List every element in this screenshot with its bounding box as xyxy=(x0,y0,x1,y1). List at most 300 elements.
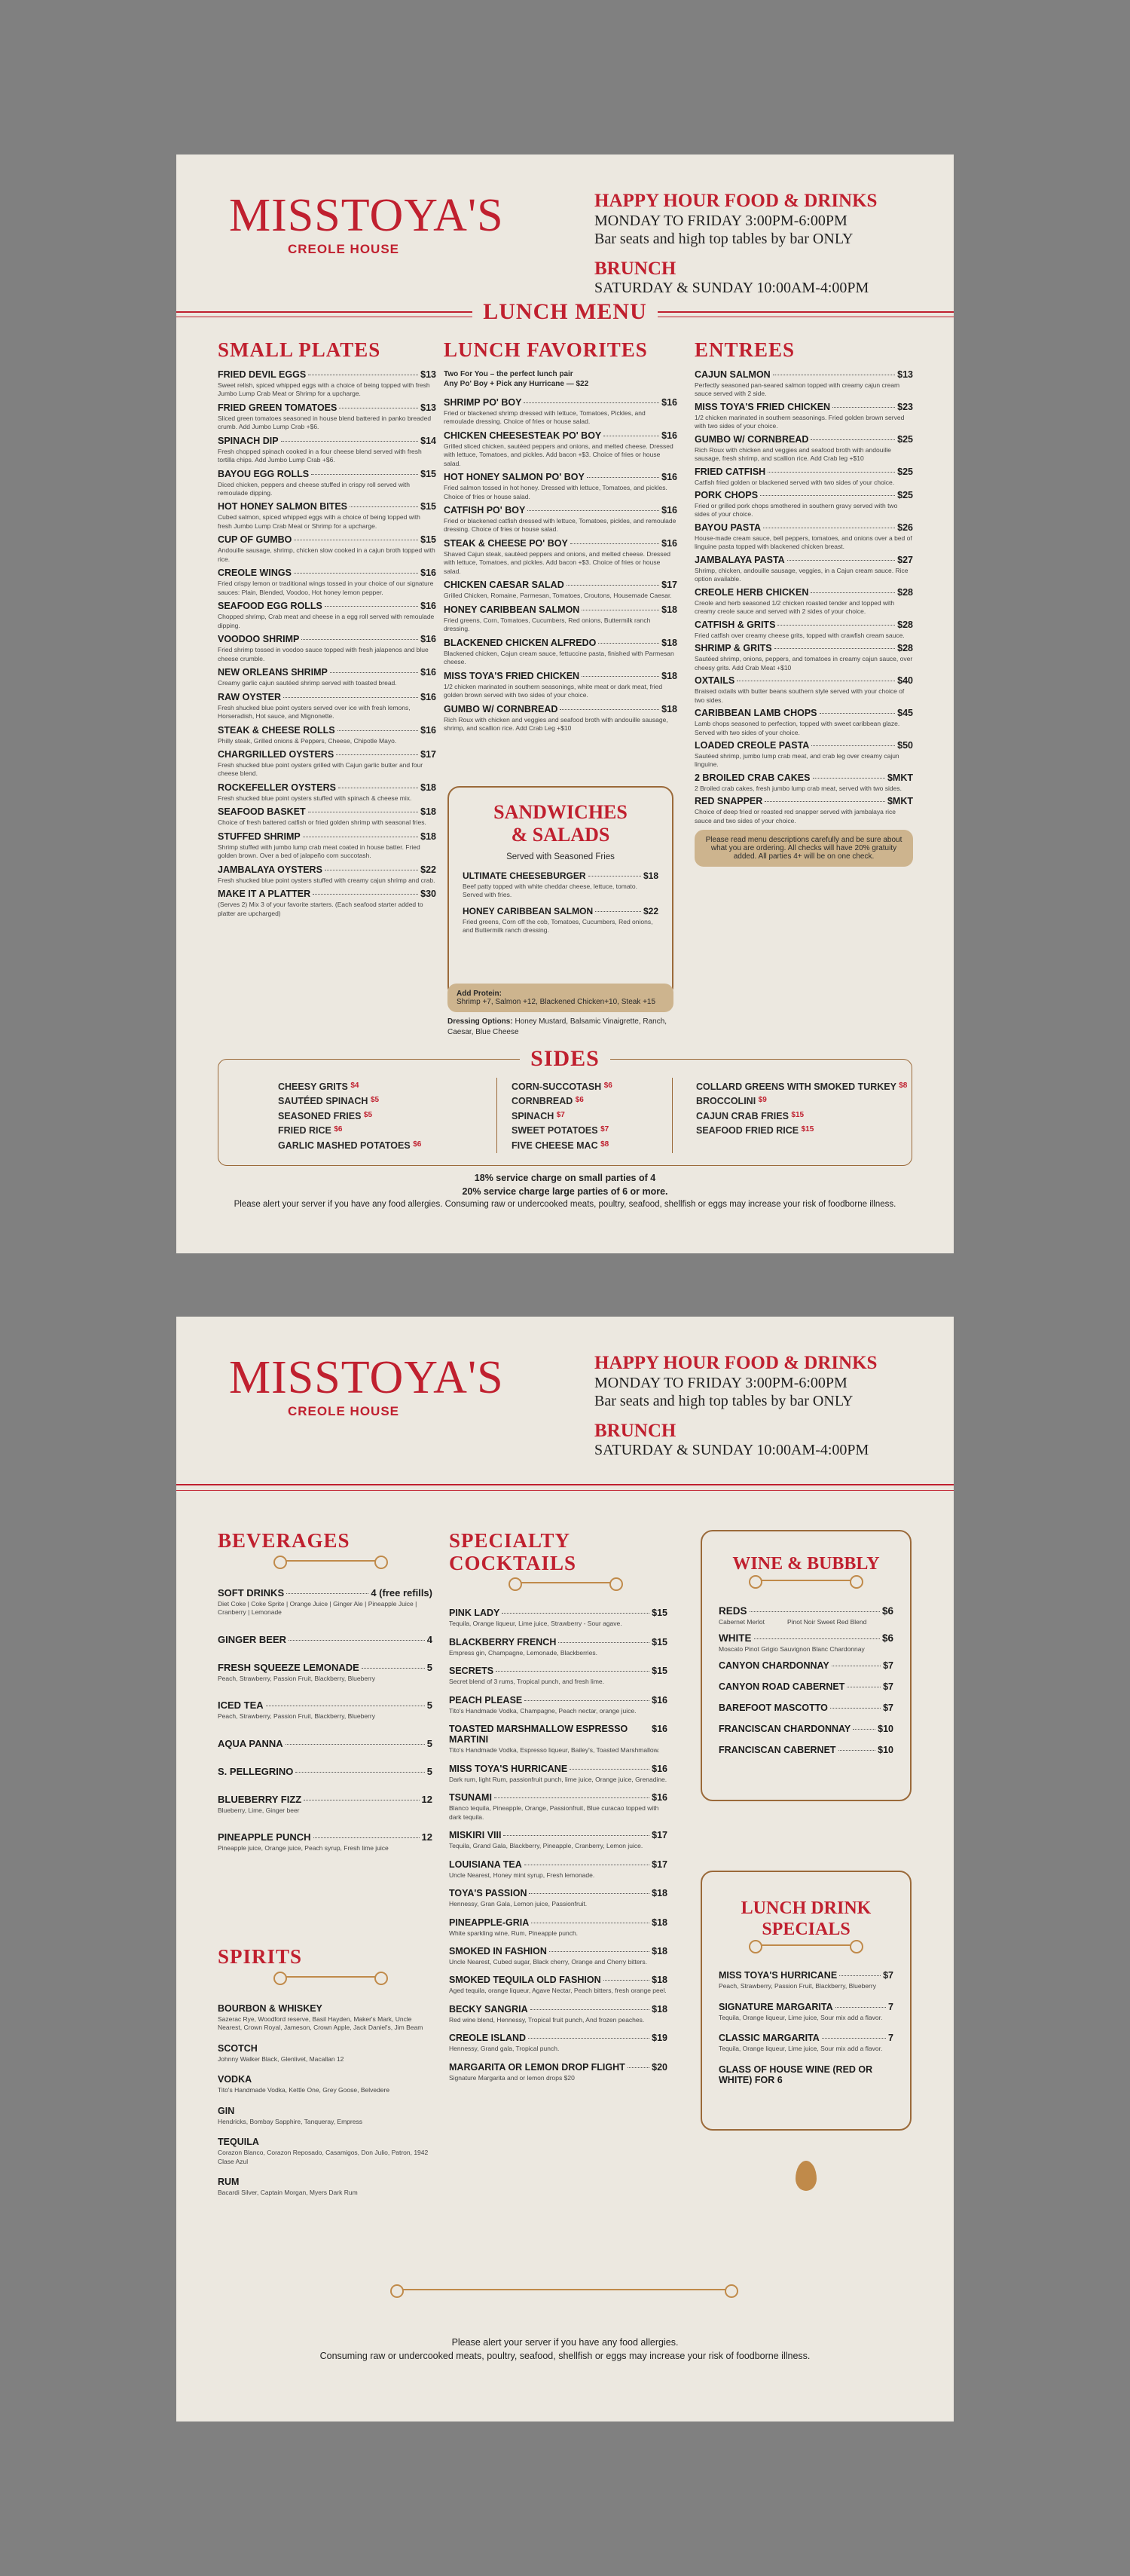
menu-item-price: $18 xyxy=(420,806,436,818)
protein-title: Add Protein: xyxy=(457,990,502,998)
side-item xyxy=(512,1094,612,1109)
leader-dots xyxy=(494,1797,649,1798)
menu-item-name: FRESH SQUEEZE LEMONADE xyxy=(218,1661,359,1673)
side-item-price: $8 xyxy=(899,1081,908,1090)
leader-dots xyxy=(294,573,418,574)
menu-item-price: $15 xyxy=(652,1666,667,1677)
wine-sub: Cabernet Merlot xyxy=(719,1617,765,1626)
menu-item-description: Fresh chopped spinach cooked in a four cheese blend served with fresh tortilla chips. Add Jumbo Lump Crab +$6. xyxy=(218,447,422,464)
ornament-divider xyxy=(761,1944,851,1955)
menu-item-name: MAKE IT A PLATTER xyxy=(218,889,311,900)
leader-dots xyxy=(524,1700,649,1701)
menu-item-name: FRIED GREEN TOMATOES xyxy=(218,402,337,413)
lunch-menu-title: LUNCH MENU xyxy=(176,299,954,325)
menu-item-description: 2 Broiled crab cakes, fresh jumbo lump crab meat, served with two sides. xyxy=(695,784,902,792)
menu-item-description: Uncle Nearest, Honey mint syrup, Fresh lemonade. xyxy=(449,1871,595,1879)
menu-item xyxy=(218,749,436,779)
happy-hour-days: MONDAY TO FRIDAY 3:00PM-6:00PM xyxy=(594,212,848,229)
side-item-name: FRIED RICE xyxy=(278,1125,334,1137)
menu-item-name: PORK CHOPS xyxy=(695,489,759,500)
menu-item xyxy=(449,1792,667,1822)
promo-line: Any Po' Boy + Pick any Hurricane — $22 xyxy=(444,380,589,389)
menu-item xyxy=(719,1745,893,1755)
leader-dots xyxy=(822,2038,886,2039)
sandwiches-salads-box xyxy=(447,786,673,999)
leader-dots xyxy=(811,439,895,440)
menu-item-name: S. PELLEGRINO xyxy=(218,1765,294,1777)
menu-item-name: SEAFOOD BASKET xyxy=(218,806,306,818)
menu-item xyxy=(463,870,658,900)
menu-item-price: $MKT xyxy=(887,772,913,783)
menu-item-price: $17 xyxy=(420,749,436,760)
menu-item-price: $16 xyxy=(420,634,436,645)
menu-item-name: LOUISIANA TEA xyxy=(449,1859,522,1870)
side-item-price: $4 xyxy=(350,1081,359,1090)
ornament-divider xyxy=(521,1582,611,1592)
leader-dots xyxy=(588,876,641,877)
leader-dots xyxy=(529,1893,649,1894)
menu-item xyxy=(695,587,913,616)
menu-item xyxy=(449,1859,667,1880)
menu-item-price: $16 xyxy=(420,724,436,736)
menu-item-price: 12 xyxy=(421,1831,432,1843)
menu-item-price: $7 xyxy=(883,1970,893,1981)
menu-item xyxy=(444,397,677,427)
leader-dots xyxy=(325,606,418,607)
lunch-favorites-section xyxy=(444,339,677,737)
menu-item xyxy=(444,430,677,468)
menu-item-description: Johnny Walker Black, Glenlivet, Macallan 12 xyxy=(218,2054,344,2063)
menu-item-description: Empress gin, Champagne, Lemonade, Blackberries. xyxy=(449,1648,598,1657)
menu-item-description: Red wine blend, Hennessy, Tropical fruit punch, And frozen peaches. xyxy=(449,2015,645,2024)
brunch-title: BRUNCH xyxy=(594,1420,676,1441)
leader-dots xyxy=(350,506,418,507)
menu-item-description: Diet Coke | Coke Sprite | Orange Juice | Ginger Ale | Pineapple Juice | Cranberry | Lemonade xyxy=(218,1599,417,1617)
lunch-favorites-title: LUNCH FAVORITES xyxy=(444,338,648,361)
menu-item-description: Tequila, Orange liqueur, Lime juice, Sour mix add a flavor. xyxy=(719,2013,883,2021)
menu-item-price: $13 xyxy=(897,369,913,380)
lunch-promo xyxy=(444,369,677,390)
menu-item xyxy=(444,604,677,634)
menu-item-name: SCOTCH xyxy=(218,2042,258,2054)
leader-dots xyxy=(811,592,895,593)
menu-item-name: ROCKEFELLER OYSTERS xyxy=(218,782,336,793)
menu-item-description: Tequila, Grand Gala, Blackberry, Pineapple, Cranberry, Lemon juice. xyxy=(449,1842,643,1850)
menu-item xyxy=(449,2004,667,2024)
leader-dots xyxy=(558,1642,649,1643)
gratuity-notice: Please read menu descriptions carefully and be sure about what you are ordering. All checks will have 20% gratuity added. All parties 4+ will be on one check. xyxy=(695,830,913,867)
menu-item xyxy=(449,1946,667,1966)
menu-item xyxy=(444,538,677,576)
leader-dots xyxy=(570,1769,649,1770)
menu-item-description: Fried greens, Corn, Tomatoes, Cucumbers, Red onions, Buttermilk ranch dressing. xyxy=(444,616,651,633)
menu-item-price: 4 xyxy=(426,1633,432,1645)
menu-item-name: TEQUILA xyxy=(218,2137,259,2148)
menu-item xyxy=(449,1666,667,1686)
menu-item-description: Fried crispy lemon or traditional wings tossed in your choice of our signature sauces: Plain, Blended, Voodoo, Hot honey lemon pepper. xyxy=(218,580,434,596)
menu-item xyxy=(695,522,913,552)
menu-item xyxy=(719,1703,893,1713)
menu-item-description: Fried salmon tossed in hot honey. Dressed with lettuce, Tomatoes, and pickles. Choice of fries or house salad. xyxy=(444,484,667,500)
leader-dots xyxy=(835,2007,886,2008)
leader-dots xyxy=(838,1750,876,1751)
menu-item-name: HOT HONEY SALMON BITES xyxy=(218,501,348,512)
happy-hour-title: HAPPY HOUR FOOD & DRINKS xyxy=(594,1353,878,1373)
menu-item xyxy=(695,434,913,463)
menu-item-name: PINEAPPLE PUNCH xyxy=(218,1831,311,1843)
menu-item-name: CUP OF GUMBO xyxy=(218,534,292,546)
small-plates-title: SMALL PLATES xyxy=(218,338,381,361)
menu-item xyxy=(719,1660,893,1671)
menu-item-description: Peach, Strawberry, Passion Fruit, Blackberry, Blueberry xyxy=(218,1674,375,1682)
menu-item-name: BLACKENED CHICKEN ALFREDO xyxy=(444,637,597,648)
menu-item xyxy=(218,1662,432,1683)
logo xyxy=(229,190,504,257)
menu-item-name: VOODOO SHRIMP xyxy=(218,634,300,645)
menu-item xyxy=(719,2002,893,2022)
menu-item xyxy=(449,1724,667,1755)
side-item-price: $6 xyxy=(334,1125,343,1134)
menu-item xyxy=(449,2033,667,2053)
happy-hour-note: Bar seats and high top tables by bar ONLY xyxy=(594,230,854,247)
leader-dots xyxy=(281,441,419,442)
menu-item xyxy=(444,638,677,667)
menu-item-description: Creole and herb seasoned 1/2 chicken roasted tender and topped with creamy creole sauce and served with 2 sides of your choice. xyxy=(695,598,895,616)
menu-item-name: SEAFOOD EGG ROLLS xyxy=(218,601,322,612)
menu-item-price: $19 xyxy=(652,2033,667,2044)
menu-item-price: $16 xyxy=(661,396,677,408)
side-item-name: SEASONED FRIES xyxy=(278,1110,364,1121)
menu-item-name: SECRETS xyxy=(449,1666,494,1677)
add-protein xyxy=(447,984,673,1012)
sides-column xyxy=(696,1080,907,1139)
promo-line: Two For You – the perfect lunch pair xyxy=(444,369,573,378)
menu-item-price: $15 xyxy=(420,534,436,546)
menu-item-name: STUFFED SHRIMP xyxy=(218,831,301,842)
menu-item xyxy=(444,580,677,600)
ornament-divider xyxy=(761,1580,851,1590)
happy-hour-title: HAPPY HOUR FOOD & DRINKS xyxy=(594,191,878,211)
menu-item-price: $25 xyxy=(897,433,913,445)
menu-item-name: SMOKED TEQUILA OLD FASHION xyxy=(449,1975,601,1986)
leader-dots xyxy=(830,1708,881,1709)
menu-item-price: 5 xyxy=(426,1737,432,1749)
menu-item-price: $27 xyxy=(897,554,913,565)
menu-item xyxy=(218,692,436,721)
menu-item xyxy=(719,2064,893,2085)
menu-item xyxy=(218,889,436,918)
menu-item-price: $10 xyxy=(878,1723,893,1734)
menu-item xyxy=(444,505,677,534)
menu-item-name: AQUA PANNA xyxy=(218,1737,283,1749)
menu-item-price: $16 xyxy=(420,691,436,702)
menu-item-price: $18 xyxy=(643,870,658,881)
menu-item-description: (Serves 2) Mix 3 of your favorite starters. (Each seafood starter added to platter are upcharged) xyxy=(218,901,423,917)
side-item-name: SWEET POTATOES xyxy=(512,1125,601,1137)
menu-item xyxy=(218,2177,432,2197)
menu-item-price: $30 xyxy=(420,889,436,900)
menu-item-price: $18 xyxy=(652,1975,667,1986)
menu-item xyxy=(218,806,436,827)
sides-divider xyxy=(496,1078,497,1153)
menu-item-description: Blackened chicken, Cajun cream sauce, fettuccine pasta, finished with Parmesan cheese. xyxy=(444,649,674,666)
menu-item-name: ICED TEA xyxy=(218,1699,264,1712)
side-item-price: $15 xyxy=(801,1125,814,1134)
side-item xyxy=(696,1124,907,1138)
menu-item-name: MISKIRI VIII xyxy=(449,1830,502,1841)
leader-dots xyxy=(603,1980,650,1981)
side-item-name: SPINACH xyxy=(512,1110,557,1121)
side-item-name: FIVE CHEESE MAC xyxy=(512,1140,601,1151)
side-item xyxy=(512,1109,612,1124)
menu-item-description: Grilled sliced chicken, sautéed peppers and onions, and melted cheese. Dressed with lettuce, Tomatoes, and pickles. Add bacon +$3. Choice of fries or house salad. xyxy=(444,442,673,467)
side-item xyxy=(696,1094,907,1109)
menu-item-description: Lamb chops seasoned to perfection, topped with sweet caribbean glaze. Served with two sides of your choice. xyxy=(695,720,900,736)
menu-item-price: $16 xyxy=(652,1724,667,1735)
menu-item-name: CAJUN SALMON xyxy=(695,369,771,380)
menu-item-description: Braised oxtails with butter beans southern style served with your choice of two sides. xyxy=(695,687,905,704)
logo-subtitle: CREOLE HOUSE xyxy=(288,242,400,256)
menu-page-lunch xyxy=(176,154,954,1253)
menu-item-description: Peach, Strawberry, Passion Fruit, Blackberry, Blueberry xyxy=(719,1982,876,1990)
protein-text: Shrimp +7, Salmon +12, Blackened Chicken+10, Steak +15 xyxy=(457,998,656,1006)
menu-item-price: $14 xyxy=(420,435,436,446)
brunch-title: BRUNCH xyxy=(594,258,676,279)
menu-item-description: Sazerac Rye, Woodford reserve, Basil Hayden, Maker's Mark, Uncle Nearest, Crown Royal, Jameson, Crown Apple, Jack Daniel's, Jim Beam xyxy=(218,2015,423,2032)
side-item xyxy=(278,1080,421,1094)
menu-item-price: $18 xyxy=(420,831,436,842)
menu-item xyxy=(218,782,436,803)
menu-item-price: 4 (free refills) xyxy=(371,1586,432,1599)
cocktails-section xyxy=(449,1530,667,2091)
menu-item-description: Aged tequila, orange liqueur, Agave Nectar, Peach bitters, fresh orange peel. xyxy=(449,1987,667,1995)
menu-item-price: $15 xyxy=(420,501,436,512)
menu-item-description: Blueberry, Lime, Ginger beer xyxy=(218,1806,300,1814)
leader-dots xyxy=(283,697,418,698)
menu-item-price: $45 xyxy=(897,708,913,719)
menu-item-price: $28 xyxy=(897,619,913,630)
dressing-options: Dressing Options: Honey Mustard, Balsamic Vinaigrette, Ranch, Caesar, Blue Cheese xyxy=(447,1017,667,1036)
menu-item-description: Blanco tequila, Pineapple, Orange, Passionfruit, Blue curacao topped with dark tequila. xyxy=(449,1804,659,1821)
menu-item xyxy=(449,1975,667,1995)
menu-item-name: CREOLE ISLAND xyxy=(449,2033,527,2044)
menu-item-name: HOT HONEY SALMON PO' BOY xyxy=(444,472,585,483)
menu-item-description: Shrimp, chicken, andouille sausage, veggies, in a Cajun cream sauce. Rice option available. xyxy=(695,566,909,583)
menu-item-description: Rich Roux with chicken and veggies and seafood broth with andouille sausage, shrimp, and scallion rice. Add Crab Leg +$10 xyxy=(444,715,668,733)
footer-line: 20% service charge large parties of 6 or more. xyxy=(462,1186,668,1197)
wine-sub: Moscato Pinot Grigio Sauvignon Blanc Chardonnay xyxy=(719,1645,865,1654)
menu-item-description: Cubed salmon, spiced whipped eggs with a choice of being topped with fresh Jumbo Lump Crab Meat or Shrimp for a upcharge. xyxy=(218,513,420,530)
page-footer xyxy=(176,2336,954,2363)
side-item xyxy=(696,1080,907,1094)
menu-item-description: Fresh shucked blue point oysters grilled with Cajun garlic butter and four cheese blend. xyxy=(218,761,423,778)
menu-item-name: SOFT DRINKS xyxy=(218,1586,285,1599)
menu-item-price: $22 xyxy=(420,864,436,875)
menu-item-price: $16 xyxy=(652,1694,667,1706)
leader-dots xyxy=(503,1835,649,1836)
menu-item-price: $16 xyxy=(420,667,436,678)
happy-hour-days: MONDAY TO FRIDAY 3:00PM-6:00PM xyxy=(594,1374,848,1391)
menu-item-name: BECKY SANGRIA xyxy=(449,2003,528,2015)
side-item-price: $7 xyxy=(556,1110,565,1119)
entrees-title: ENTREES xyxy=(695,338,796,361)
menu-item-description: Catfish fried golden or blackened served with two sides of your choice. xyxy=(695,478,895,486)
menu-item xyxy=(463,906,658,935)
spirits-section xyxy=(218,1946,432,2207)
side-item-name: SAUTÉED SPINACH xyxy=(278,1096,371,1107)
leader-dots xyxy=(313,1837,420,1838)
wine-white: WHITE $6 Moscato Pinot Grigio Sauvignon Blanc Chardonnay xyxy=(719,1632,893,1654)
menu-item-name: SPINACH DIP xyxy=(218,435,279,446)
page-header xyxy=(176,154,954,305)
menu-item-price: $18 xyxy=(661,703,677,714)
beverages-section xyxy=(218,1530,432,1870)
menu-item-price: $17 xyxy=(652,1859,667,1870)
menu-item xyxy=(218,831,436,861)
leader-dots xyxy=(527,510,659,511)
menu-item-price: $15 xyxy=(420,468,436,479)
menu-item-name: BAYOU EGG ROLLS xyxy=(218,468,310,479)
menu-item-name: TSUNAMI xyxy=(449,1792,492,1804)
menu-item-name: SMOKED IN FASHION xyxy=(449,1946,547,1956)
leader-dots xyxy=(774,648,896,649)
menu-item-description: Perfectly seasoned pan-seared salmon topped with creamy cajun cream sauce served with 2 side. xyxy=(695,381,900,398)
leader-dots xyxy=(289,1640,425,1641)
menu-item xyxy=(218,501,436,531)
lunch-drink-specials-box xyxy=(701,1871,912,2131)
menu-item-name: CLASSIC MARGARITA xyxy=(719,2033,820,2044)
leader-dots xyxy=(760,495,895,496)
ornament-divider xyxy=(286,1560,376,1571)
leader-dots xyxy=(787,560,895,561)
menu-item-description: Pineapple juice, Orange juice, Peach syrup, Fresh lime juice xyxy=(218,1844,389,1852)
menu-item xyxy=(218,436,436,465)
menu-item-description: Uncle Nearest, Cubed sugar, Black cherry, Orange and Cherry bitters. xyxy=(449,1958,647,1966)
leader-dots xyxy=(286,1593,368,1594)
side-item-name: CAJUN CRAB FRIES xyxy=(696,1110,792,1121)
menu-item xyxy=(695,675,913,705)
footer-line: Consuming raw or undercooked meats, poultry, seafood, shellfish or eggs may increase your risk of foodborne illness. xyxy=(319,2350,811,2361)
menu-item-price: 12 xyxy=(421,1793,432,1805)
menu-item-price: $26 xyxy=(897,522,913,533)
menu-item-price: $16 xyxy=(661,504,677,516)
side-item xyxy=(512,1139,612,1153)
footer-line: Please alert your server if you have any food allergies. xyxy=(451,2337,679,2348)
menu-item-name: SHRIMP & GRITS xyxy=(695,643,772,654)
menu-item-price: $18 xyxy=(652,1946,667,1956)
leader-dots xyxy=(337,730,419,731)
menu-item-name: PINEAPPLE-GRIA xyxy=(449,1917,530,1928)
logo-text: MISSTOYA'S xyxy=(229,1352,504,1403)
side-item xyxy=(512,1124,612,1138)
menu-item-price: $MKT xyxy=(887,796,913,807)
side-item-name: COLLARD GREENS WITH SMOKED TURKEY xyxy=(696,1081,899,1092)
sandwich-extras xyxy=(447,984,673,1037)
footer-line: Please alert your server if you have any food allergies. Consuming raw or undercooked meats, poultry, seafood, shellfish or eggs may increase your risk of foodborne illness. xyxy=(234,1200,896,1209)
side-item-price: $5 xyxy=(363,1110,373,1119)
menu-item-price: $50 xyxy=(897,740,913,751)
menu-item-name: BOURBON & WHISKEY xyxy=(218,2002,322,2014)
menu-item-description: Grilled Chicken, Romaine, Parmesan, Tomatoes, Croutons, Housemade Caesar. xyxy=(444,592,672,600)
menu-item xyxy=(719,1681,893,1692)
menu-item-price: $23 xyxy=(897,401,913,412)
menu-item-price: $7 xyxy=(883,1702,893,1713)
menu-item-name: HONEY CARIBBEAN SALMON xyxy=(463,905,594,916)
menu-item-description: Diced chicken, peppers and cheese stuffed in crispy roll served with remoulade dipping. xyxy=(218,480,410,497)
menu-item-name: JAMBALAYA PASTA xyxy=(695,554,785,565)
menu-item-description: Sliced green tomatoes seasoned in house blend battered in panko breaded crumb. Add Jumbo Lump Crab +$6. xyxy=(218,414,432,431)
menu-item-name: OXTAILS xyxy=(695,675,735,687)
menu-item xyxy=(218,369,436,399)
wine-sub: Pinot Noir Sweet Red Blend xyxy=(786,1617,867,1626)
menu-item-description: Choice of deep fried or roasted red snapper served with jambalaya rice sauce and two sides of your choice. xyxy=(695,808,896,825)
menu-item-description: Fresh shucked blue point oysters stuffed with spinach & cheese mix. xyxy=(218,794,412,802)
menu-item-name: BAYOU PASTA xyxy=(695,522,761,533)
menu-item xyxy=(218,1738,432,1749)
side-item xyxy=(278,1094,421,1109)
menu-item-price: $15 xyxy=(652,1608,667,1619)
menu-item xyxy=(218,402,436,432)
menu-item-description: Dark rum, light Rum, passionfruit punch, lime juice, Orange juice, Grenadine. xyxy=(449,1775,667,1783)
menu-item-name: VODKA xyxy=(218,2074,252,2085)
menu-item-description: Hennessy, Grand gala, Tropical punch. xyxy=(449,2045,560,2053)
menu-item xyxy=(449,1888,667,1908)
menu-item-name: CHARGRILLED OYSTERS xyxy=(218,749,334,760)
menu-item xyxy=(218,667,436,687)
sandwiches-subtitle: Served with Seasoned Fries xyxy=(506,852,615,861)
menu-item-description: Andouille sausage, shrimp, chicken slow cooked in a cajun broth topped with rice. xyxy=(218,546,435,563)
side-item-price: $5 xyxy=(370,1096,380,1105)
menu-item-name: SHRIMP PO' BOY xyxy=(444,396,522,408)
menu-item-description: Sweet relish, spiced whipped eggs with a choice of being topped with fresh Jumbo Lump Crab Meat or Shrimp for a upcharge. xyxy=(218,381,430,398)
leader-dots xyxy=(567,585,659,586)
menu-item-price: $18 xyxy=(652,2003,667,2015)
menu-item-description: Fresh shucked blue point oysters stuffed with creamy cajun shrimp and crab. xyxy=(218,876,435,884)
menu-item xyxy=(444,472,677,501)
menu-item-name: CHICKEN CAESAR SALAD xyxy=(444,580,564,591)
menu-item xyxy=(218,864,436,885)
menu-item-description: Hendricks, Bombay Sapphire, Tanqueray, Empress xyxy=(218,2117,362,2125)
leader-dots xyxy=(362,1668,425,1669)
menu-item-name: STEAK & CHEESE PO' BOY xyxy=(444,537,568,549)
menu-item-name: CANYON ROAD CABERNET xyxy=(719,1681,845,1692)
menu-item xyxy=(719,1724,893,1734)
menu-item xyxy=(218,2043,432,2064)
menu-item xyxy=(218,725,436,745)
menu-item-price: $18 xyxy=(661,637,677,648)
sides-column xyxy=(278,1080,421,1153)
brunch-days: SATURDAY & SUNDAY 10:00AM-4:00PM xyxy=(594,1442,869,1458)
menu-item xyxy=(444,671,677,700)
menu-item xyxy=(449,1695,667,1715)
menu-item-description: Signature Margarita and or lemon drops $20 xyxy=(449,2073,575,2082)
menu-item-name: GUMBO W/ CORNBREAD xyxy=(695,433,809,445)
sides-column xyxy=(512,1080,612,1153)
side-item xyxy=(696,1109,907,1124)
menu-item xyxy=(218,1634,432,1645)
side-item-price: $7 xyxy=(600,1125,609,1134)
menu-item-name: CANYON CHARDONNAY xyxy=(719,1660,829,1671)
leader-dots xyxy=(582,676,659,677)
menu-item-name: STEAK & CHEESE ROLLS xyxy=(218,724,335,736)
menu-item xyxy=(218,2137,432,2166)
leader-dots xyxy=(768,472,895,473)
menu-item xyxy=(218,1766,432,1777)
menu-item-price: $28 xyxy=(897,643,913,654)
menu-item-description: 1/2 chicken marinated in southern seasonings, white meat or dark meat, fried golden brown served with two sides of your choice. xyxy=(444,682,663,699)
leader-dots xyxy=(524,402,659,403)
entrees-section xyxy=(695,339,913,867)
